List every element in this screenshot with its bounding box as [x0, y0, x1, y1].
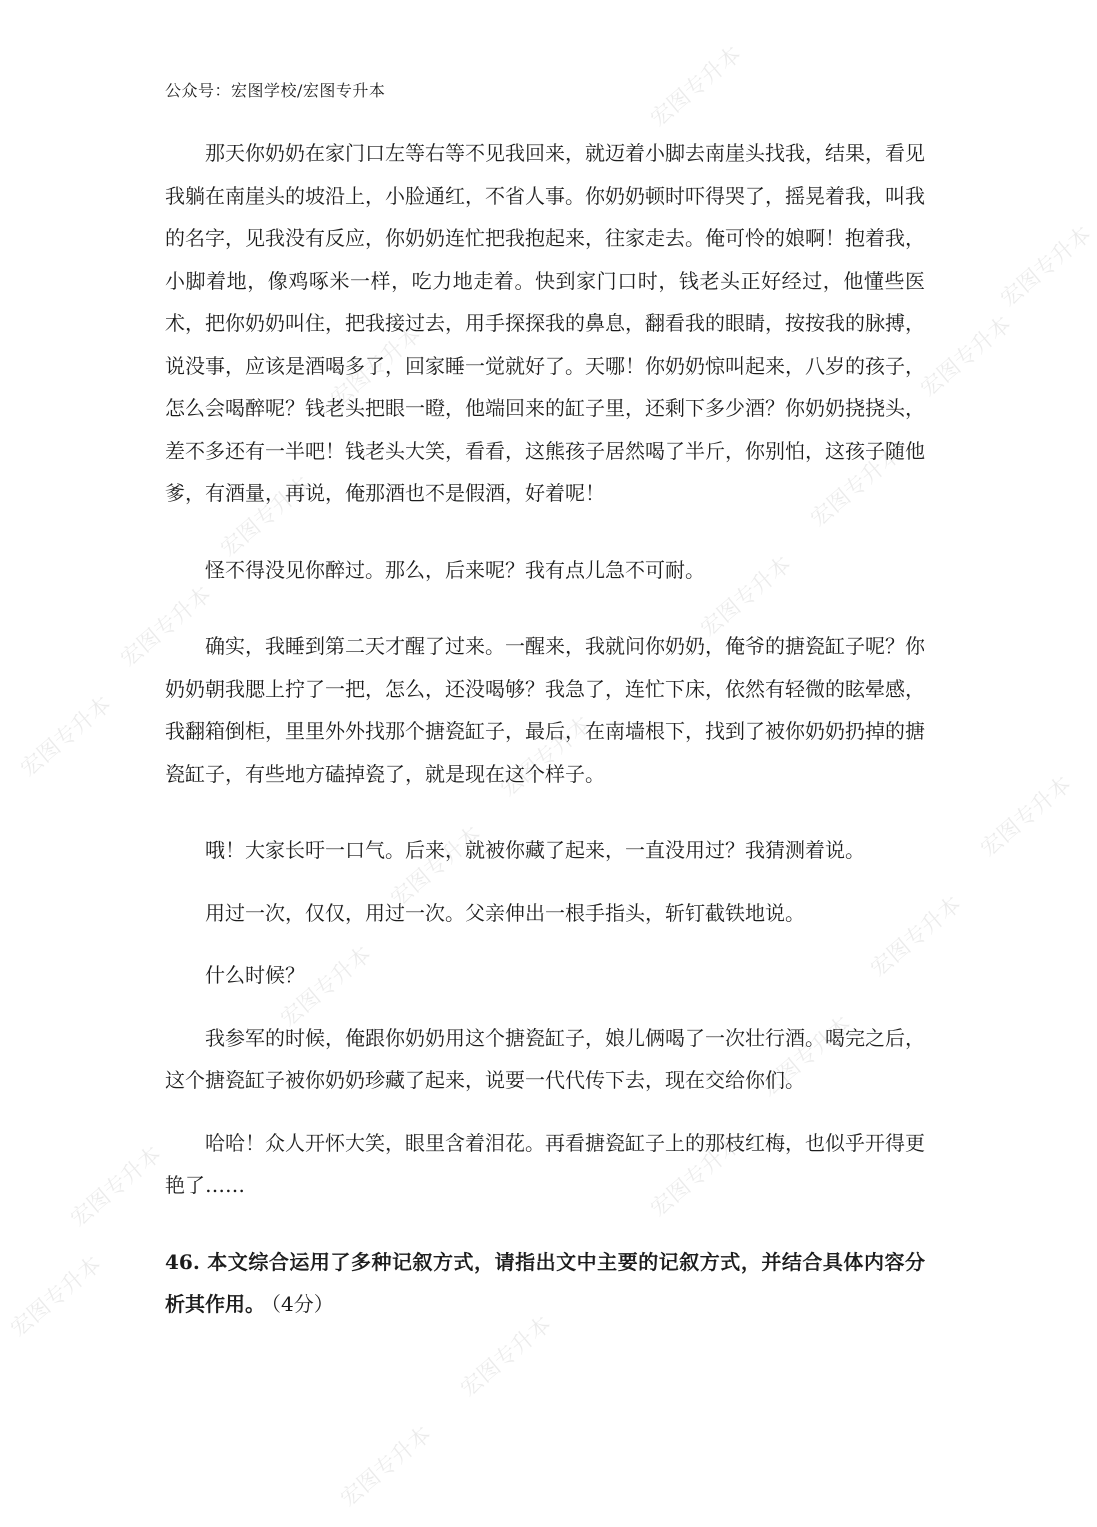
watermark: 宏图专升本 — [326, 322, 427, 412]
paragraph: 哦！大家长吁一口气。后来，就被你藏了起来，一直没用过？我猜测着说。 — [205, 838, 865, 862]
watermark: 宏图专升本 — [386, 822, 487, 912]
watermark: 宏图专升本 — [916, 312, 1017, 402]
paragraph: 什么时候？ — [205, 963, 305, 987]
paragraph: 那天你奶奶在家门口左等右等不见我回来，就迈着小脚去南崖头找我，结果，看见我躺在南崖头的坡沿上，小脸通红，不省人事。你奶奶顿时吓得哭了，摇晃着我，叫我的名字，见我没有反应，你奶奶连忙把我抱起来，往家走去。俺可怜的娘啊！抱着我，小脚着地，像鸡啄米一样，吃力地走着。快到家门口时，钱老头正好经过，他懂些医术，把你奶奶叫住，把我接过去，用手探探我的鼻息，翻看我的眼睛，按按我的脉搏，说没事，应该是酒喝多了，回家睡一觉就好了。天哪！你奶奶惊叫起来，八岁的孩子，怎么会喝醉呢？钱老头把眼一瞪，他端回来的缸子里，还剩下多少酒？你奶奶挠挠头，差不多还有一半吧！钱老头大笑，看看，这熊孩子居然喝了半斤，你别怕，这孩子随他爹，有酒量，再说，俺那酒也不是假酒，好着呢！ — [165, 141, 925, 505]
watermark: 宏图专升本 — [456, 1312, 557, 1402]
question-text: 46. 本文综合运用了多种记叙方式，请指出文中主要的记叙方式，并结合具体内容分析其作用。 — [165, 1249, 925, 1316]
paragraph: 确实，我睡到第二天才醒了过来。一醒来，我就问你奶奶，俺爷的搪瓷缸子呢？你奶奶朝我腮上拧了一把，怎么，还没喝够？我急了，连忙下床，依然有轻微的眩晕感，我翻箱倒柜，里里外外找那个搪瓷缸子，最后，在南墙根下，找到了被你奶奶扔掉的搪瓷缸子，有些地方磕掉瓷了，就是现在这个样子。 — [165, 634, 925, 786]
source-header: 公众号：宏图学校/宏图专升本 — [165, 81, 386, 100]
watermark: 宏图专升本 — [646, 1132, 747, 1222]
watermark: 宏图专升本 — [976, 772, 1077, 862]
watermark: 宏图专升本 — [496, 712, 597, 802]
watermark: 宏图专升本 — [336, 1422, 437, 1512]
watermark: 宏图专升本 — [806, 442, 907, 532]
paragraph: 我参军的时候，俺跟你奶奶用这个搪瓷缸子，娘儿俩喝了一次壮行酒。喝完之后，这个搪瓷缸子被你奶奶珍藏了起来，说要一代代传下去，现在交给你们。 — [165, 1025, 925, 1092]
question-46 — [165, 1241, 925, 1326]
watermark: 宏图专升本 — [66, 1142, 167, 1232]
watermark: 宏图专升本 — [16, 692, 117, 782]
watermark: 宏图专升本 — [756, 1012, 857, 1102]
article-body — [165, 132, 925, 1326]
watermark: 宏图专升本 — [116, 582, 217, 672]
paragraph: 用过一次，仅仅，用过一次。父亲伸出一根手指头，斩钉截铁地说。 — [205, 900, 805, 925]
watermark: 宏图专升本 — [996, 222, 1097, 312]
paragraph: 怪不得没见你醉过。那么，后来呢？我有点儿急不可耐。 — [205, 557, 705, 582]
watermark: 宏图专升本 — [6, 1252, 107, 1342]
question-score: （4分） — [271, 1292, 334, 1316]
watermark: 宏图专升本 — [276, 942, 377, 1032]
watermark: 宏图专升本 — [216, 472, 317, 562]
watermark: 宏图专升本 — [866, 892, 967, 982]
watermark: 宏图专升本 — [696, 552, 797, 642]
paragraph: 哈哈！众人开怀大笑，眼里含着泪花。再看搪瓷缸子上的那枝红梅，也似乎开得更艳了…… — [165, 1130, 925, 1197]
watermark: 宏图专升本 — [646, 42, 747, 132]
